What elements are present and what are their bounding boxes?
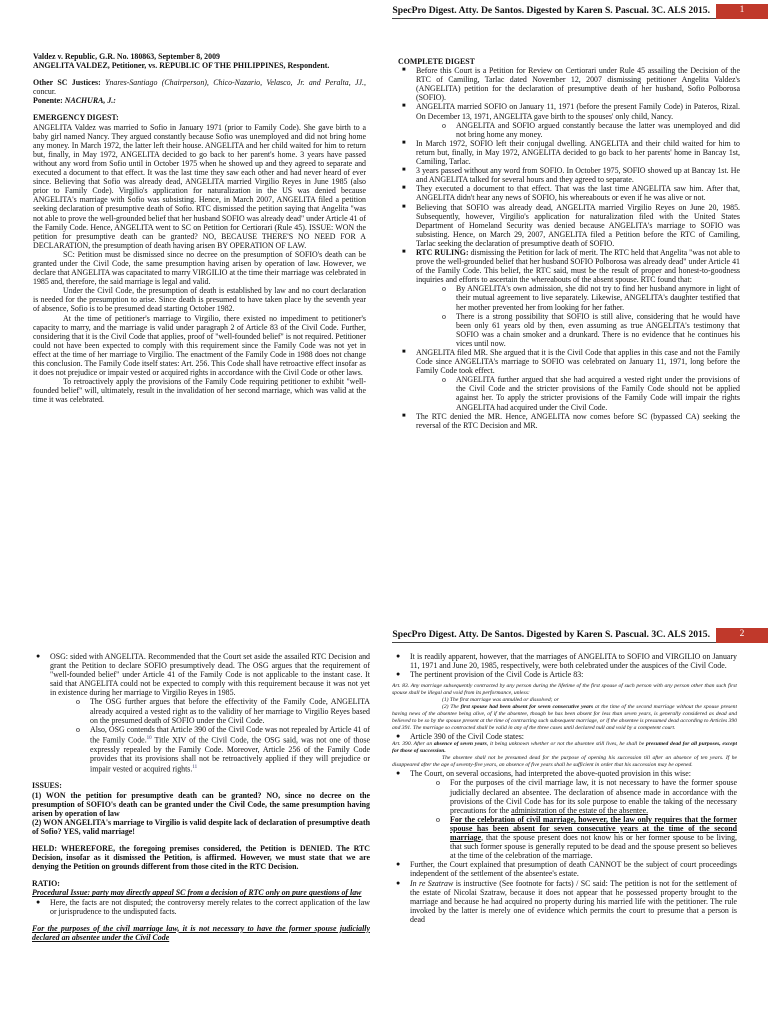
case-citation: Valdez v. Republic, G.R. No. 180863, September 8, 2009: [33, 52, 220, 61]
sub-list-item: o ANGELITA and SOFIO argued constantly because the latter was unemployed and did not bring home any money.: [442, 121, 740, 139]
quoted-article-83: Art. 83. Any marriage subsequently contracted by any person during the lifetime of the first spouse of such person with any person other than such first spouse shall be illegal and void from its performance, unless: (1) The first marriage was annulled or dissolved; or (2) The first spouse had been absent for seven consecutive years at the time of the second marriage without the spouse present having news of the absentee being alive, of if the absentee, though he has been absent for less than seven years, is generally considered as dead and believed to be so by the spouse present at the time of contracting such subsequent marriage, or if the absentee is presumed dead according to Articles 390 and 391. The marriage so contracted shall be valid in any of the three cases until declared null and void by a competent court.: [392, 683, 737, 732]
list-item: ● In re Szatraw is instructive (See footnote for facts) / SC said: The petition is not for the settlement of the estate of Nicolai Szatraw, because it does not appear that he possessed property brought to the marriage and because he had acquired no property during his married life with the petitioner. The rule invoked by the latter is merely one of evidence which permits the court to presume that a person is dead: [392, 879, 737, 924]
list-item: ● The pertinent provision of the Civil Code is Article 83:: [392, 670, 737, 679]
page-number-badge: 2: [716, 628, 768, 643]
list-item: ■ RTC RULING: dismissing the Petition for lack of merit. The RTC held that Angelita "was not able to prove the well-grounded belief that her husband SOFIO Polborosa was already dead" under Article 41 of the Family Code. This belief, the RTC said, must be the result of proper and honest-to-goodness inquiries and efforts to ascertain the whereabouts of the absent spouse. RTC found that: o By ANGELITA's own admission, she did not try to find her husband anymore in light of their mutual agreement to live separately. Likewise, ANGELITA's daughter testified that her mother prevented her from looking for her father. o There is a strong possibility that SOFIO is still alive, considering that he would have been only 61 years old by then, even assuming as true ANGELITA's testimony that SOFIO was a chain smoker and a drunkard. There is no evidence that he continues his vices until now.: [398, 248, 740, 348]
sub-list-item: o For the celebration of civil marriage, however, the law only requires that the former spouse has been absent for seven consecutive years at the time of the second marriage, that the spouse present does not know his or her former spouse to be living, that such former spouse is generally reputed to be dead and the spouse present so believes at the time of the celebration of the marriage.: [436, 815, 737, 860]
paragraph: ANGELITA Valdez was married to Sofio in January 1971 (prior to Family Code). She gave birth to a baby girl named Nancy. They argued constantly because Sofio was unemployed and did not bring home any money. In March 1972, the latter left their house. ANGELITA and her child waited for him to return but, finally, in May 1972, ANGELITA decided to go back to her parent's home. 3 years have passed without any word from Sofio until in October 1975 when he showed up and they agreed to separate and executed a document to that effect. It was the last time they saw each other and had never heard of ever since. Believing that Sofio was already dead, ANGELITA married Virgilio Reyes in June 1985 (also prior to Family Code). Virgilio's application for naturalization in the US was denied because ANGELITA's marriage with Sofio was subsisting. Hence, in March 2007, ANGELITA filed a petition seeking declaration of presumptive death of Sofio. RTC dismissed the petition saying that Angelita "was not able to prove the well-grounded belief that her husband SOFIO was already dead" under Article 41 of the Family Code. Hence, ANGELITA went to SC on Petition for Certiorari (Rule 45). ISSUE: WON the petition for presumptive death can be granted? NO, BECAUSE THERE'S NO NEED FOR A DECLARATION, the presumption of death having arisen BY OPERATION OF LAW.: [33, 122, 366, 250]
sub-list-item: o For the purposes of the civil marriage law, it is not necessary to have the former spouse judicially declared an absentee. The declaration of absence made in accordance with the provisions of the Civil Code has for its sole purpose to enable the taking of the necessary precautions for the administration of the estate of the absentee.: [436, 778, 737, 814]
list-item: ■ ANGELITA filed MR. She argued that it is the Civil Code that applies in this case and not the Family Code since ANGELITA's marriage to SOFIO was celebrated on January 11, 1971, long before the Family Code took effect. o ANGELITA further argued that she had acquired a vested right under the provisions of the Civil Code and the stricter provisions of the Family Code should not be applied against her. To apply the stricter provisions of the Family Code will impair the rights ANGELITA had acquired under the Civil Code.: [398, 348, 740, 412]
list-item: ● Further, the Court explained that presumption of death CANNOT be the subject of court proceedings independent of the settlement of the absentee's estate.: [392, 860, 737, 878]
header-text: SpecPro Digest. Atty. De Santos. Digested by Karen S. Pascual. 3C. ALS 2015.: [392, 628, 716, 643]
list-item: ■ They executed a document to that effect. That was the last time ANGELITA saw him. After that, ANGELITA didn't hear any news of SOFIO, his whereabouts or even if he was alive or not.: [398, 184, 740, 202]
page-gap: [0, 540, 768, 622]
list-item: ● The Court, on several occasions, had interpreted the above-quoted provision in this wise: o For the purposes of the civil marriage law, it is not necessary to have the former spouse judicially declared an absentee. The declaration of absence made in accordance with the provisions of the Civil Code has for its sole purpose to enable the taking of the necessary precautions for the administration of the estate of the absentee. o For the celebration of civil marriage, however, the law only requires that the former spouse has been absent for seven consecutive years at the time of the second marriage, that the spouse present does not know his or her former spouse to be living, that such former spouse is generally reputed to be dead and the spouse present so believes at the time of the celebration of the marriage.: [392, 769, 737, 860]
list-item: ● Article 390 of the Civil Code states:: [392, 732, 737, 741]
section-heading: COMPLETE DIGEST: [398, 57, 475, 66]
sub-list-item: o ANGELITA further argued that she had acquired a vested right under the provisions of the Civil Code and the stricter provisions of the Family Code should not be applied against her. To apply the stricter provisions of the Family Code will impair the rights ANGELITA had acquired under the Civil Code.: [442, 375, 740, 411]
list-item: ■ The RTC denied the MR. Hence, ANGELITA now comes before SC (bypassed CA) seeking the reversal of the RTC Decision and MR.: [398, 412, 740, 430]
list-item: ■ ANGELITA married SOFIO on January 11, 1971 (before the present Family Code) in Pateros, Rizal. On December 13, 1971, ANGELITA gave birth to the spouses' only child, Nancy. o ANGELITA and SOFIO argued constantly because the latter was unemployed and did not bring home any money.: [398, 102, 740, 138]
right-column: [392, 652, 737, 1024]
document-page-2: [0, 622, 768, 1024]
paragraph: SC: Petition must be dismissed since no decree on the presumption of SOFIO's death can be granted under the Civil Code, the same presumption having arisen by operation of law. However, we declare that ANGELITA was capacitated to marry VIRGILIO at the time their marriage was celebrated in 1985 and, therefore, the said marriage is legal and valid.: [33, 249, 366, 287]
page-header: [392, 4, 768, 19]
page-header: [392, 628, 768, 643]
list-item: ■ Believing that SOFIO was already dead, ANGELITA married Virgilio Reyes on June 20, 1985. Subsequently, however, Virgilio's application for naturalization filed with the United States Department of Homeland Security was denied because ANGELITA's marriage to SOFIO was subsisting. Hence, on March 29, 2007, ANGELITA filed a Petition before the RTC of Camiling, Tarlac seeking the declaration of presumptive death of SOFIO.: [398, 203, 740, 248]
page-number-badge: 1: [716, 4, 768, 19]
left-column: [33, 52, 366, 540]
paragraph: To retroactively apply the provisions of the Family Code requiring petitioner to exhibit "well-founded belief" will, ultimately, result in the invalidation of her second marriage, which was valid at the time it was celebrated.: [33, 377, 366, 405]
list-item: ● OSG: sided with ANGELITA. Recommended that the Court set aside the assailed RTC Decision and grant the Petition to declare SOFIO presumptively dead. The OSG argues that the requirement of "well-founded belief" under Article 41 of the Family Code is not applicable to the instant case. It said that ANGELITA could not be expected to comply with this requirement because it was not yet in existence during her marriage to Virgilio Reyes in 1985. o The OSG further argues that before the effectivity of the Family Code, ANGELITA already acquired a vested right as to the validity of her marriage to Virgilio Reyes based on the presumed death of SOFIO under the Civil Code. o Also, OSG contends that Article 390 of the Civil Code was not repealed by Article 41 of the Family Code.$^{10}$ Title XIV of the Civil Code, the OSG said, was not one of those expressly repealed by the Family Code. Moreover, Article 256 of the Family Code provides that its provisions shall not be retroactively applied if they will prejudice or impair vested or acquired rights.$^{11}$: [32, 652, 370, 773]
list-item: ■ Before this Court is a Petition for Review on Certiorari under Rule 45 assailing the Decision of the RTC of Camiling, Tarlac dated November 12, 2007 dismissing petitioner Angelita Valdez's (ANGELITA) petition for the declaration of presumptive death of her husband, Sofio Polborosa (SOFIO).: [398, 66, 740, 102]
sub-list-item: o By ANGELITA's own admission, she did not try to find her husband anymore in light of their mutual agreement to live separately. Likewise, ANGELITA's daughter testified that her mother prevented her from looking for her father.: [442, 284, 740, 311]
list-item: ■ 3 years passed without any word from SOFIO. In October 1975, SOFIO showed up at Bancay 1st. He and ANGELITA talked for several hours and they agreed to separate.: [398, 166, 740, 184]
paragraph: Under the Civil Code, the presumption of death is established by law and no court declaration is needed for the presumption to arise. Since death is presumed to have taken place by the seventh year of absence, Sofio is to be presumed dead starting October 1982.: [33, 286, 366, 314]
justices-line: Other SC Justices: Ynares-Santiago (Chairperson), Chico-Nazario, Velasco, Jr. and Peralta, JJ., concur.: [33, 78, 366, 97]
ratio-subheading: For the purposes of the civil marriage law, it is not necessary to have the former spouse judicially declared an absentee under the Civil Code: [32, 923, 370, 942]
section-heading: EMERGENCY DIGEST:: [33, 113, 119, 123]
list-item: ■ In March 1972, SOFIO left their conjugal dwelling. ANGELITA and their child waited for him to return but, finally, in May 1972, ANGELITA decided to go back to her parents' home in Bancay 1st, Camiling, Tarlac.: [398, 139, 740, 166]
held-paragraph: HELD: WHEREFORE, the foregoing premises considered, the Petition is DENIED. The RTC Decision, insofar as it dismissed the Petition, is affirmed. However, we must state that we are denying the Petition on grounds different from those cited in the RTC Decision.: [32, 844, 370, 872]
sub-list-item: o The OSG further argues that before the effectivity of the Family Code, ANGELITA already acquired a vested right as to the validity of her marriage to Virgilio Reyes based on the presumed death of SOFIO under the Civil Code.: [76, 697, 370, 724]
case-parties: ANGELITA VALDEZ, Petitioner, vs. REPUBLIC OF THE PHILIPPINES, Respondent.: [33, 61, 330, 71]
sub-list-item: o There is a strong possibility that SOFIO is still alive, considering that he would have been only 61 years old by then, even assuming as true ANGELITA's testimony that SOFIO was a chain smoker and a drunkard. There is no evidence that he continues his vices until now.: [442, 312, 740, 348]
left-column: [32, 652, 370, 1024]
ponente-line: Ponente: NACHURA, J.:: [33, 96, 116, 106]
quoted-article-390: Art. 390. After an absence of seven years, it being unknown whether or not the absentee still lives, he shall be presumed dead for all purposes, except for those of succession. The absentee shall not be presumed dead for the purpose of opening his succession till after an absence of ten years. If he disappeared after the age of seventy-five years, an absence of five years shall be sufficient in order that his succession may be opened.: [392, 741, 737, 769]
issue-1: (1) WON the petition for presumptive death can be granted? NO, since no decree on the presumption of SOFIO's death can be granted under the Civil Code, the same presumption having arisen by operation of law: [32, 790, 370, 818]
issue-2: (2) WON ANGELITA's marriage to Virgilio is valid despite lack of declaration of presumptive death of Sofio? YES, valid marriage!: [32, 817, 370, 836]
section-heading: RATIO:: [32, 879, 60, 889]
right-column: [398, 57, 740, 540]
sub-list-item: o Also, OSG contends that Article 390 of the Civil Code was not repealed by Article 41 of the Family Code.$^{10}$ Title XIV of the Civil Code, the OSG said, was not one of those expressly repealed by the Family Code. Moreover, Article 256 of the Family Code provides that its provisions shall not be retroactively applied if they will prejudice or impair vested or acquired rights.$^{11}$: [76, 725, 370, 774]
footnote-link[interactable]: 10: [146, 735, 152, 741]
paragraph: At the time of petitioner's marriage to Virgilio, there existed no impediment to petitioner's capacity to marry, and the marriage is valid under paragraph 2 of Article 83 of the Civil Code. Further, considering that it is the Civil Code that applies, proof of "well-founded belief" is not required. Petitioner could not have been expected to comply with this requirement since the Family Code was not yet in effect at the time of her marriage to Virgilio. The enactment of the Family Code in 1988 does not change this conclusion. The Family Code itself states: Art. 256. This Code shall have retroactive effect insofar as it does not prejudice or impair vested or acquired rights in accordance with the Civil Code or other laws.: [33, 313, 366, 378]
list-item: ● It is readily apparent, however, that the marriages of ANGELITA to SOFIO and VIRGILIO on January 11, 1971 and June 20, 1985, respectively, were both celebrated under the auspices of the Civil Code.: [392, 652, 737, 670]
footnote-link[interactable]: 11: [192, 764, 198, 770]
list-item: ● Here, the facts are not disputed; the controversy merely relates to the correct application of the law or jurisprudence to the undisputed facts.: [32, 898, 370, 916]
header-text: SpecPro Digest. Atty. De Santos. Digested by Karen S. Pascual. 3C. ALS 2015.: [392, 4, 716, 19]
section-heading: ISSUES:: [32, 781, 62, 791]
ratio-subheading: Procedural Issue: party may directly appeal SC from a decision of RTC only on pure questions of law: [32, 888, 362, 898]
